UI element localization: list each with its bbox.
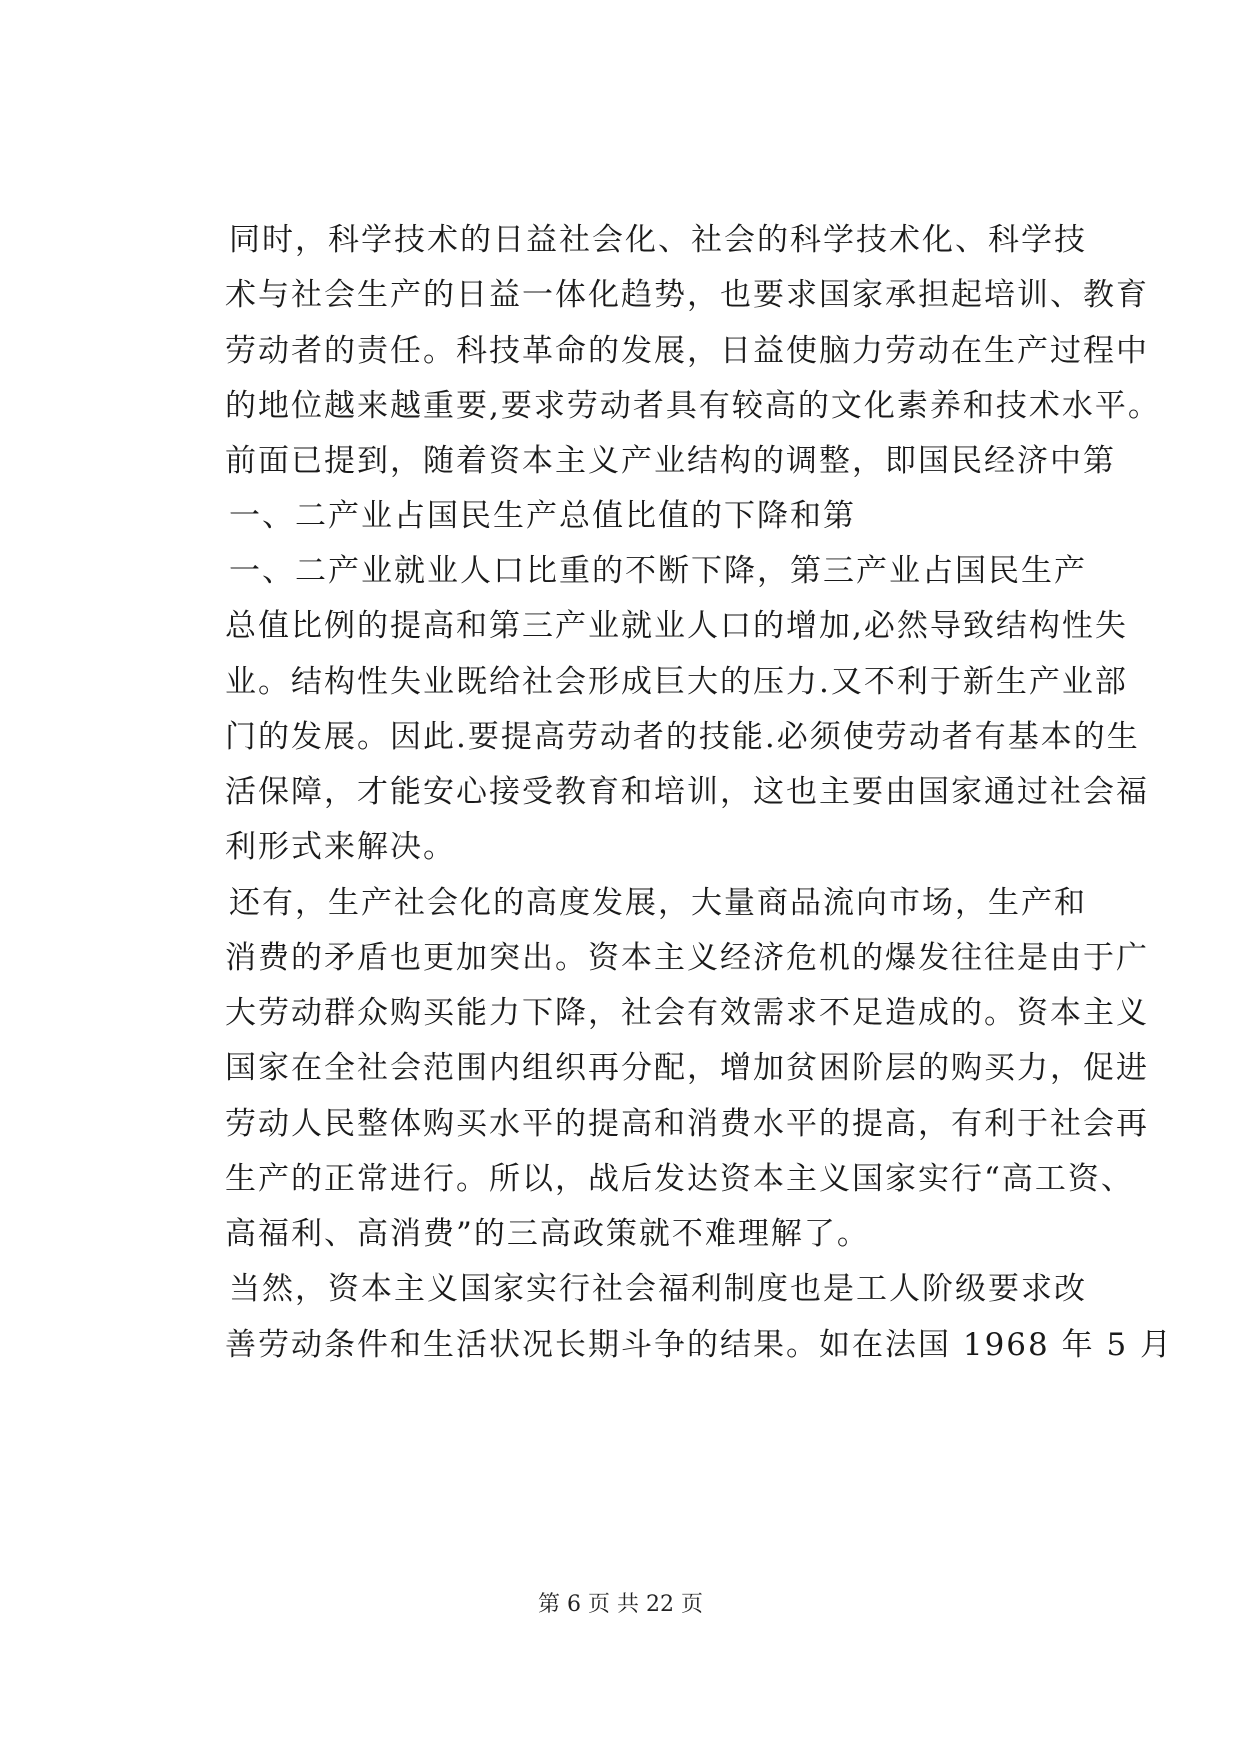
page-footer: 第 6 页 共 22 页 [538, 1592, 703, 1617]
paragraph-line: 一、二产业占国民生产总值比值的下降和第 [229, 498, 856, 534]
paragraph-line: 生产的正常进行。所以，战后发达资本主义国家实行“高工资、 [225, 1161, 1134, 1197]
paragraph-line: 利形式来解决。 [225, 829, 456, 865]
paragraph-line: 前面已提到，随着资本主义产业结构的调整，即国民经济中第 [225, 443, 1116, 479]
paragraph-line: 消费的矛盾也更加突出。资本主义经济危机的爆发往往是由于广 [225, 940, 1149, 976]
paragraph-line: 的地位越来越重要,要求劳动者具有较高的文化素养和技术水平。 [225, 388, 1161, 424]
paragraph-line: 劳动人民整体购买水平的提高和消费水平的提高，有利于社会再 [225, 1106, 1149, 1142]
paragraph-line: 当然，资本主义国家实行社会福利制度也是工人阶级要求改 [229, 1271, 1087, 1307]
paragraph-line: 活保障，才能安心接受教育和培训，这也主要由国家通过社会福 [225, 774, 1149, 810]
paragraph-line: 劳动者的责任。科技革命的发展，日益使脑力劳动在生产过程中 [225, 333, 1149, 369]
paragraph-line: 高福利、高消费”的三高政策就不难理解了。 [225, 1216, 870, 1252]
paragraph-line: 善劳动条件和生活状况长期斗争的结果。如在法国 1968 年 5 月 [225, 1327, 1174, 1363]
paragraph-line: 一、二产业就业人口比重的不断下降，第三产业占国民生产 [229, 553, 1087, 589]
paragraph-line: 总值比例的提高和第三产业就业人口的增加,必然导致结构性失 [225, 608, 1128, 644]
paragraph-line: 国家在全社会范围内组织再分配，增加贫困阶层的购买力，促进 [225, 1050, 1149, 1086]
paragraph-line: 还有，生产社会化的高度发展，大量商品流向市场，生产和 [229, 885, 1087, 921]
paragraph-line: 门的发展。因此.要提高劳动者的技能.必须使劳动者有基本的生 [225, 719, 1140, 755]
paragraph-line: 大劳动群众购买能力下降，社会有效需求不足造成的。资本主义 [225, 995, 1149, 1031]
paragraph-line: 业。结构性失业既给社会形成巨大的压力.又不利于新生产业部 [225, 664, 1128, 700]
paragraph-line: 同时，科学技术的日益社会化、社会的科学技术化、科学技 [229, 222, 1087, 258]
paragraph-line: 术与社会生产的日益一体化趋势，也要求国家承担起培训、教育 [225, 277, 1149, 313]
